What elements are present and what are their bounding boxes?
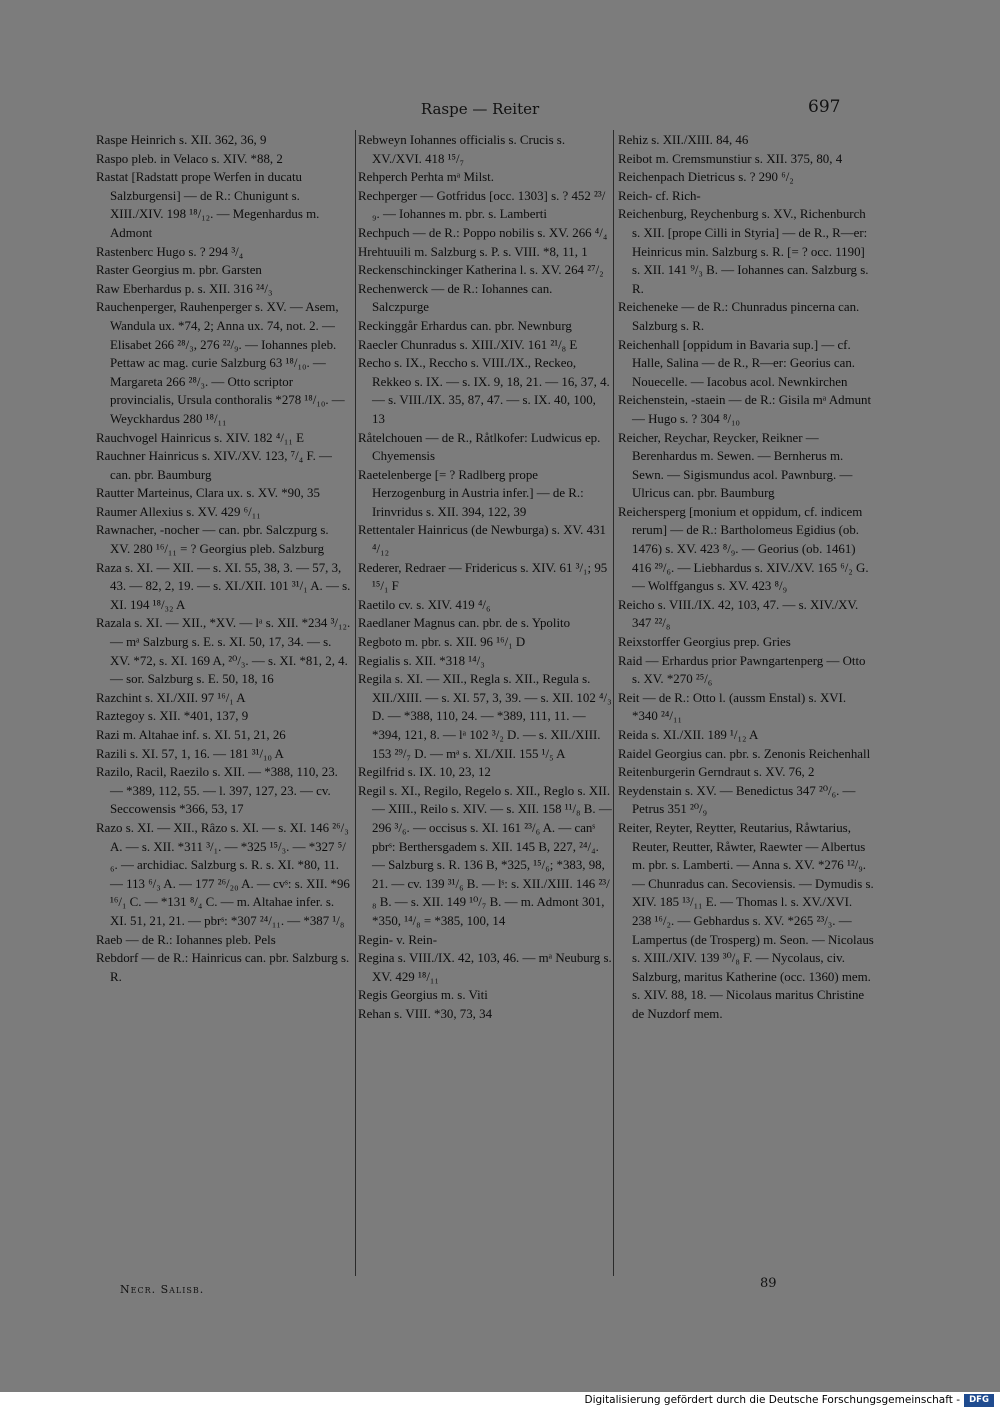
index-entry: Reichenhall [oppidum in Bavaria sup.] — cf. Halle, Salina — de R., R—er: Georius can. Nouecelle. — Iacobus acol. Newnkirchen <box>618 337 856 389</box>
index-entry: Reiter, Reyter, Reytter, Reutarius, Råwtarius, Reuter, Reutter, Råwter, Raewter — Albertus m. pbr. s. Lamberti. — Anna s. XV. *276 ¹²/₉. — Chunradus can. Secoviensis. — Dymudis s. XIV. 185 ¹³/₁₁ E. — Thomas l. s. XV./XVI. 238 ¹⁶/₂. — Gebhardus s. XV. *265 ²³/₃. — Lampertus (de Trosperg) m. Seon. — Nicolaus s. XIII./XIV. 139 ³⁰/₈ F. — Nycolaus, civ. Salzburg, maritus Katherine (occ. 1360) mem. s. XIV. 88, 18. — Nicolaus maritus Christine de Nuzdorf mem. <box>618 820 874 1021</box>
index-entry: Rauchner Hainricus s. XIV./XV. 123, ⁷/₄ F. — can. pbr. Baumburg <box>96 449 332 482</box>
index-entry: Reit — de R.: Otto l. (aussm Enstal) s. XVI. *340 ²⁴/₁₁ <box>618 690 847 724</box>
index-entry: Rebweyn Iohannes officialis s. Crucis s. XV./XVI. 418 ¹⁵/₇ <box>358 133 566 166</box>
index-entry: Rauchvogel Hainricus s. XIV. 182 ⁴/₁₁ E <box>96 430 305 445</box>
index-entry: Rechenwerck — de R.: Iohannes can. Salczpurge <box>358 281 553 315</box>
index-entry: Reicher, Reychar, Reycker, Reikner — Berenhardus m. Sewen. — Bernherus m. Sewn. — Sigismundus acol. Pawnburg. — Ulricus can. pbr. Baumburg <box>618 430 853 501</box>
index-entry: Rechperger — Gotfridus [occ. 1303] s. ? 452 ²³/₉. — Iohannes m. pbr. s. Lamberti <box>358 188 606 222</box>
index-entry: Reichenstein, -staein — de R.: Gisila mᵃ Admunt — Hugo s. ? 304 ⁸/₁₀ <box>618 393 872 426</box>
page-number: 697 <box>808 97 841 117</box>
index-entry: Regis Georgius m. s. Viti <box>358 988 488 1003</box>
index-entry: Raecler Chunradus s. XIII./XIV. 161 ²¹/₈ E <box>358 337 578 352</box>
index-entry: Raw Eberhardus p. s. XII. 316 ²⁴/₃ <box>96 281 273 296</box>
index-entry: Raster Georgius m. pbr. Garsten <box>96 263 262 278</box>
index-entry: Reitenburgerin Gerndraut s. XV. 76, 2 <box>618 765 815 780</box>
index-entry: Reichenpach Dietricus s. ? 290 ⁶/₂ <box>618 170 794 185</box>
index-entry: Raetelenberge [= ? Radlberg prope Herzogenburg in Austria infer.] — de R.: Irinvridus s. XII. 394, 122, 39 <box>358 467 584 519</box>
index-entry: Regialis s. XII. *318 ¹⁴/₃ <box>358 653 485 668</box>
index-entry: Rehiz s. XII./XIII. 84, 46 <box>618 133 749 147</box>
digitization-credit: Digitalisierung gefördert durch die Deutsche Forschungsgemeinschaft - <box>584 1394 960 1406</box>
index-entry: Reichersperg [monium et oppidum, cf. indicem rerum] — de R.: Bartholomeus Egidius (ob. 1476) s. XV. 423 ⁸/₉. — Georius (ob. 1461) 416 ²⁹/₆. — Liebhardus s. XIV./XV. 165 ⁶/₂ G. — Wolffgangus s. XV. 423 ⁸/₉ <box>618 504 869 594</box>
index-entry: Reich- cf. Rich- <box>618 188 701 203</box>
sheet-signature-label: Necr. Salisb. <box>120 1283 205 1296</box>
index-entry: Hrehtuuili m. Salzburg s. P. s. VIII. *8, 11, 1 <box>358 244 588 259</box>
index-entry: Recho s. IX., Reccho s. VIII./IX., Reckeo, Rekkeo s. IX. — s. IX. 9, 18, 21. — 16, 37, 4. — s. VIII./IX. 35, 87, 47. — s. IX. 40, 100, 13 <box>358 356 610 426</box>
index-entry: Raspe Heinrich s. XII. 362, 36, 9 <box>96 133 267 147</box>
index-entry: Regin- v. Rein- <box>358 932 437 947</box>
dfg-logo: DFG <box>964 1394 994 1407</box>
column-1 <box>96 131 352 986</box>
index-entry: Regina s. VIII./IX. 42, 103, 46. — mᵃ Neuburg s. XV. 429 ¹⁸/₁₁ <box>358 951 612 984</box>
index-entry: Rechpuch — de R.: Poppo nobilis s. XV. 266 ⁴/₄ <box>358 225 608 240</box>
index-entry: Razchint s. XI./XII. 97 ¹⁶/₁ A <box>96 690 246 705</box>
index-entry: Raumer Allexius s. XV. 429 ⁶/₁₁ <box>96 504 261 519</box>
index-entry: Regilfrid s. IX. 10, 23, 12 <box>358 765 491 780</box>
index-entry: Raidel Georgius can. pbr. s. Zenonis Reichenhall <box>618 746 871 761</box>
index-entry: Rehperch Perhta mᵃ Milst. <box>358 170 494 185</box>
index-entry: Rettentaler Hainricus (de Newburga) s. XV. 431 ⁴/₁₂ <box>358 523 606 557</box>
index-entry: Raedlaner Magnus can. pbr. de s. Ypolito <box>358 616 571 631</box>
index-entry: Razo s. XI. — XII., Râzo s. XI. — s. XI. 146 ²⁶/₃ A. — s. XII. *311 ³/₁. — *325 ¹⁵/₃. — *327 ⁵/₆. — archidiac. Salzburg s. R. s. XI. *80, 11. — 113 ⁶/₃ A. — 177 ²⁶/₂₀ A. — cvˢ: s. XII. *96 ¹⁶/₁ C. — *131 ⁸/₄ C. — m. Altahae infer. s. XI. 51, 21, 21. — pbrˢ: *307 ²⁴/₁₁. — *387 ¹/₈ <box>96 820 350 928</box>
index-entry: Reckenschinckinger Katherina l. s. XV. 264 ²⁷/₂ <box>358 263 604 278</box>
index-entry: Reicho s. VIII./IX. 42, 103, 47. — s. XIV./XV. 347 ²²/₈ <box>618 597 859 631</box>
index-entry: Rawnacher, -nocher — can. pbr. Salczpurg s. XV. 280 ¹⁶/₁₁ = ? Georgius pleb. Salzburg <box>96 523 329 557</box>
index-entry: Razi m. Altahae inf. s. XI. 51, 21, 26 <box>96 728 286 742</box>
column-3 <box>618 131 874 1024</box>
index-entry: Raztegoy s. XII. *401, 137, 9 <box>96 709 249 724</box>
index-entry: Raid — Erhardus prior Pawngartenperg — Otto s. XV. *270 ²⁵/₆ <box>618 653 866 687</box>
index-entry: Rautter Marteinus, Clara ux. s. XV. *90, 35 <box>96 486 320 501</box>
index-entry: Raspo pleb. in Velaco s. XIV. *88, 2 <box>96 151 283 166</box>
column-divider <box>613 130 614 1276</box>
index-entry: Regila s. XI. — XII., Regla s. XII., Regula s. XII./XIII. — s. XI. 57, 3, 39. — s. XII. 102 ⁴/₃ D. — *388, 110, 24. — *389, 111, 11. — *394, 121, 8. — lᵃ 102 ³/₂ D. — s. XII./XIII. 153 ²⁹/₇ D. — mᵃ s. XI./XII. 155 ¹/₅ A <box>358 672 612 761</box>
index-entry: Rauchenperger, Rauhenperger s. XV. — Asem, Wandula ux. *74, 2; Anna ux. 74, not. 2. — Elisabet 266 ²⁸/₃, 276 ²²/₉. — Iohannes pleb. Pettaw ac mag. curie Salzburg 63 ¹⁸/₁₀. — Margareta 266 ²⁸/₃. — Otto scriptor provincialis, Ursula conthoralis *278 ¹⁸/₁₀. — Weyckhardus 280 ¹⁸/₁₁ <box>96 300 345 426</box>
index-entry: Reckinggår Erhardus can. pbr. Newnburg <box>358 318 572 333</box>
index-entry: Razili s. XI. 57, 1, 16. — 181 ³¹/₁₀ A <box>96 746 284 761</box>
index-entry: Reichenburg, Reychenburg s. XV., Richenburch s. XII. [prope Cilli in Styria] — de R., R—er: Heinricus min. Salzburg s. R. [= ? occ. 1190] s. XII. 141 ⁹/₃ B. — Iohannes can. Salzburg s. R. <box>618 207 869 296</box>
column-divider <box>355 130 356 1276</box>
index-entry: Reicheneke — de R.: Chunradus pincerna can. Salzburg s. R. <box>618 300 860 333</box>
index-entry: Rastat [Radstatt prope Werfen in ducatu Salzburgensi] — de R.: Chunigunt s. XIII./XIV. 198 ¹⁸/₁₂. — Megenhardus m. Admont <box>96 170 320 240</box>
index-entry: Reibot m. Cremsmunstiur s. XII. 375, 80, 4 <box>618 151 843 166</box>
index-entry: Rastenberc Hugo s. ? 294 ³/₄ <box>96 244 244 259</box>
index-entry: Razilo, Racil, Raezilo s. XII. — *388, 110, 23. — *389, 112, 55. — l. 397, 127, 23. — cv. Seccowensis *366, 53, 17 <box>96 765 338 817</box>
running-header: Raspe — Reiter <box>420 100 540 118</box>
index-entry: Regboto m. pbr. s. XII. 96 ¹⁶/₁ D <box>358 635 526 650</box>
column-2 <box>358 131 612 1024</box>
index-entry: Rederer, Redraer — Fridericus s. XIV. 61 ³/₁; 95 ¹⁵/₁ F <box>358 560 608 594</box>
index-entry: Reida s. XI./XII. 189 ¹/₁₂ A <box>618 728 759 742</box>
index-entry: Regil s. XI., Regilo, Regelo s. XII., Reglo s. XII. — XIII., Reilo s. XIV. — s. XII. 158 ¹¹/₈ B. — 296 ³/₆. — occisus s. XI. 161 ²³/₆ A. — canˢ pbrˢ: Berthersgadem s. XII. 145 B, 227, ²⁴/₄. — Salzburg s. R. 136 B, *325, ¹⁵/₆; *383, 98, 21. — cv. 139 ³¹/₆ B. — lˢ: s. XII./XIII. 146 ²³/₈ B. — s. XII. 149 ¹⁰/₇ B. — m. Admont 301, *350, ¹⁴/₈ = *385, 100, 14 <box>358 783 612 928</box>
index-entry: Rehan s. VIII. *30, 73, 34 <box>358 1006 493 1021</box>
index-entry: Reixstorffer Georgius prep. Gries <box>618 635 791 650</box>
index-entry: Råtelchouen — de R., Råtlkofer: Ludwicus ep. Chyemensis <box>358 430 601 464</box>
index-entry: Rebdorf — de R.: Hainricus can. pbr. Salzburg s. R. <box>96 951 350 984</box>
index-entry: Raza s. XI. — XII. — s. XI. 55, 38, 3. — 57, 3, 43. — 82, 2, 19. — s. XI./XII. 101 ³¹/₁ A. — s. XI. 194 ¹⁸/₃₂ A <box>96 560 351 612</box>
sheet-signature-number: 89 <box>760 1276 777 1291</box>
index-entry: Raetilo cv. s. XIV. 419 ⁴/₆ <box>358 597 491 612</box>
index-entry: Raeb — de R.: Iohannes pleb. Pels <box>96 932 276 947</box>
index-entry: Razala s. XI. — XII., *XV. — lᵃ s. XII. *234 ³/₁₂. — mᵃ Salzburg s. E. s. XI. 50, 17, 34. — s. XV. *72, s. XI. 169 A, ²⁰/₃. — s. XI. *81, 2, 4. — sor. Salzburg s. E. 50, 18, 16 <box>96 616 351 687</box>
index-entry: Reydenstain s. XV. — Benedictus 347 ²⁰/₆. — Petrus 351 ²⁰/₉ <box>618 783 856 817</box>
